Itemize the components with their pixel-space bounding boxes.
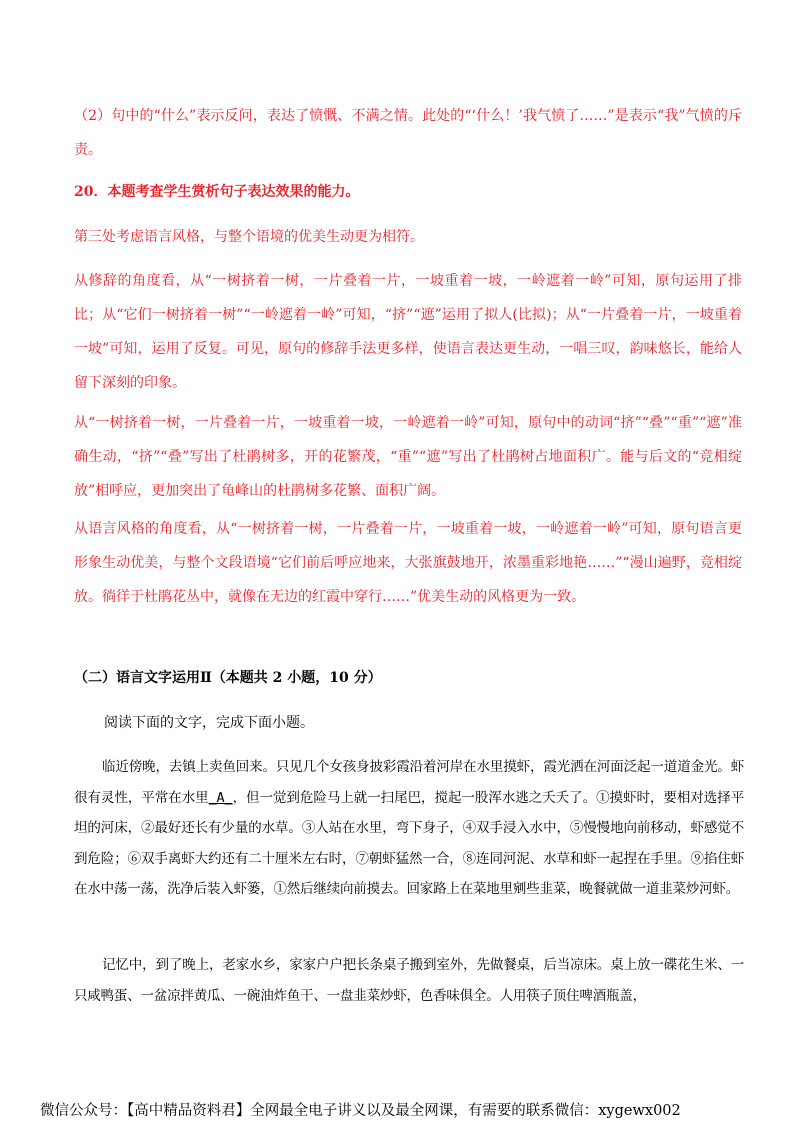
section-title: （二）语言文字运用Ⅱ（本题共 2 小题，10 分） [74, 670, 382, 686]
blank-a: _A_ [208, 789, 233, 806]
analysis-paragraph-verbs: 从“一树挤着一树，一片叠着一片，一坡重着一坡，一岭遮着一岭”可知，原句中的动词“挤”“叠”“重”“遮”准确生动，“挤”“叠”写出了杜鹃树多，开的花繁茂，“重”“遮”写出了杜鹃树占地面积广。能与后文的“竞相绽放”相呼应，更加突出了龟峰山的杜鹃树多花繁、面积广阔。 [74, 415, 742, 499]
question-20-title: 20．本题考查学生赏析句子表达效果的能力。 [74, 184, 360, 200]
analysis-paragraph-rhetoric: 从修辞的角度看，从“一树挤着一树，一片叠着一片，一坡重着一坡，一岭遮着一岭”可知，原句运用了排比；从“它们一树挤着一树”“一岭遮着一岭”可知，“挤”“遮”运用了拟人(比拟)；从“一片叠着一片，一坡重着一坡”可知，运用了反复。可见，原句的修辞手法更多样，使语言表达更生动，一唱三叹，韵味悠长，能给人留下深刻的印象。 [74, 273, 742, 391]
passage-paragraph-2: 记忆中，到了晚上，老家水乡，家家户户把长条桌子搬到室外，先做餐桌，后当凉床。桌上放一碟花生米、一只咸鸭蛋、一盆凉拌黄瓜、一碗油炸鱼干、一盘韭菜炒虾，色香味俱全。人用筷子顶住啤酒瓶盖， [74, 957, 744, 1004]
analysis-paragraph-rhetorical-question: （2）句中的“什么”表示反问，表达了愤慨、不满之情。此处的“‘什么！’我气愤了……”是表示“我”气愤的斥责。 [74, 108, 742, 158]
analysis-paragraph-language: 从语言风格的角度看，从“一树挤着一树，一片叠着一片，一坡重着一坡，一岭遮着一岭”可知，原句语言更形象生动优美，与整个文段语境“它们前后呼应地来，大张旗鼓地开，浓墨重彩地艳……”“漫山遍野，竞相绽放。徜徉于杜鹃花丛中，就像在无边的红霞中穿行……”优美生动的风格更为一致。 [74, 521, 742, 605]
passage-paragraph-1 [74, 752, 744, 905]
passage-text-before-blank: 临近傍晚，去镇上卖鱼回来。只见几个女孩身披彩霞沿着河岸在水里摸虾，霞光洒在河面泛起一道道金光。虾很有灵性，平常在水里 [74, 759, 744, 806]
passage-text-after-blank: ，但一觉到危险马上就一扫尾巴，搅起一股浑水逃之夭夭了。①摸虾时，要相对选择平坦的河床，②最好还长有少量的水草。③人站在水里，弯下身子，④双手浸入水中，⑤慢慢地向前移动，虾感觉不到危险；⑥双手离虾大约还有二十厘米左右时，⑦朝虾猛然一合，⑧连同河泥、水草和虾一起捏在手里。⑨掐住虾在水中荡一荡，洗净后装入虾篓，①然后继续向前摸去。回家路上在菜地里剜些韭菜，晚餐就做一道韭菜炒河虾。 [74, 789, 744, 897]
reading-instruction: 阅读下面的文字，完成下面小题。 [104, 715, 314, 731]
analysis-paragraph-style: 第三处考虑语言风格，与整个语境的优美生动更为相符。 [74, 229, 424, 245]
footer-notice: 微信公众号：【高中精品资料君】全网最全电子讲义以及最全网课，有需要的联系微信：xygewx002 [40, 1103, 681, 1119]
